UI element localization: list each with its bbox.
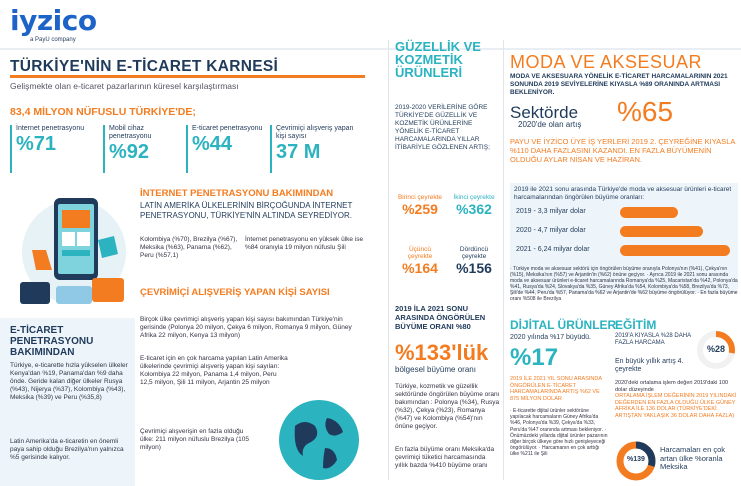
digital-title: DİJİTAL ÜRÜNLER — [510, 318, 617, 332]
beauty-big: %133'lük — [395, 340, 489, 365]
bar-label: 2021 - 6,24 milyar dolar — [516, 246, 590, 253]
quarters-grid — [395, 190, 500, 300]
iyzico-logo: iyzico — [10, 4, 97, 37]
beauty-p1: Türkiye, kozmetik ve güzellik sektöründe öngörülen büyüme oranı bakımından : Polonya (%34), Rusya (%32), Çekya (%23), Romanya (%47) ve Kolombiya (%54)'nın önüne geçiyor. — [395, 383, 500, 430]
globe-icon — [275, 396, 363, 484]
stat-mobile — [103, 125, 187, 173]
stat-internet — [10, 125, 94, 173]
shoppers-p3: Çevrimiçi alışverişin en fazla olduğu ülke: 211 milyon nüfuslu Brezilya (105 milyon) — [140, 428, 249, 451]
stat-value: %44 — [192, 133, 233, 155]
column-divider — [503, 40, 504, 480]
fashion-note: PAYU VE İYZİCO ÜYE İŞ YERLERİ 2019 2. ÇEYREĞİNE KIYASLA %110 DAHA FAZLASINI KAZANDI. EN FAZLA BÜYÜMENİN OLDUĞU AYLAR NİSAN VE HAZİRAN. — [510, 137, 735, 164]
quarter-value: %362 — [456, 201, 492, 217]
tagline: a PayU company — [30, 37, 76, 43]
population-heading: 83,4 MİLYON NÜFUSLU TÜRKİYE'DE; — [10, 106, 196, 118]
eticaret-p1: Türkiye, e-ticarette hızla yükselen ülkeler Kenya'dan %19, Panama'dan %9 daha önde. Geride kalan diğer ülkeler Rusya (%43), Nijerya (%37), Kolombiya (%43), Meksika (%39) ve Peru (%35,8) — [10, 362, 128, 401]
shoppers-p1: Birçok ülke çevrimiçi alışveriş yapan kişi sayısı bakımından Türkiye'nin gerisinde (Polonya 20 milyon, Çekya 6 milyon, Romanya 9 milyon, Güney Afrika 22 milyon, Kenya 13 milyon) — [140, 316, 352, 339]
bar-2019 — [620, 207, 678, 218]
shoppers-heading: ÇEVRİMİÇİ ALIŞVERİŞ YAPAN KİŞİ SAYISI — [140, 287, 330, 298]
education-badge: %28 — [706, 344, 725, 354]
quarter-label: Birinci çeyrekte — [397, 194, 443, 201]
internet-heading: İNTERNET PENETRASYONU BAKIMINDAN — [140, 188, 334, 199]
stat-ecommerce — [186, 125, 270, 173]
bar-label: 2020 - 4,7 milyar dolar — [516, 227, 586, 234]
page-title: TÜRKİYE'NİN E-TİCARET KARNESİ — [10, 58, 279, 75]
quarter-2 — [451, 194, 497, 236]
quarter-3 — [397, 246, 443, 288]
digital-orange: 2019 İLE 2021 YIL SONU ARASINDA ÖNGÖRÜLEN E-TİCARET HARCAMALARINDA ARTIŞ %62 VE 875 MİLYON DOLAR — [510, 376, 602, 402]
bar-2020 — [620, 226, 703, 237]
stat-value: 37 M — [276, 141, 321, 163]
stat-shoppers — [270, 125, 365, 173]
beauty-big-sub: bölgesel büyüme oranı — [395, 365, 476, 374]
fashion-lead: MODA VE AKSESUARA YÖNELİK E-TİCARET HARCAMALARININ 2021 SONUNDA 2019 SEVİYELERİNE KIYASLA %89 ORANINDA ARTMASI BEKLENİYOR. — [510, 73, 728, 96]
quarter-label: İkinci çeyrekte — [453, 194, 495, 201]
internet-left: Kolombiya (%70), Brezilya (%67), Meksika (%63), Panama (%62), Peru (%57,1) — [140, 236, 238, 259]
digital-p1: · E-ticarette dijital ürünler sektörüne yapılacak harcamaların Güney Afrika'da %46, Polonya'da %39, Çekya'da %33, Peru'da %47 oranında artması bekleniyor. · Önümüzdeki yıllarda dijital ürünler pazarının diğer birçok ülkeye göre hızlı genişleyeceği öngörülüyor. · Harcamanın en çok arttığı ülke %211 ile Şili — [510, 408, 608, 458]
shoppers-p2: E-ticaret için en çok harcama yapılan Latin Amerika ülkelerinde çevrimiçi alışveriş yapan kişi sayıları: Kolombiya 22 milyon, Panama 1,4 milyon, Peru 12,5 milyon, Şili 11 milyon, Arjantin 25 milyon — [140, 355, 288, 386]
fashion-title: MODA VE AKSESUAR — [510, 52, 703, 72]
quarter-4 — [451, 246, 497, 288]
eticaret-p2: Latin Amerika'da e-ticaretin en önemli paya sahip olduğu Brezilya'nın yalnızca %5 gerisinde kalıyor. — [10, 438, 124, 461]
top-divider — [0, 48, 741, 50]
bar-label: 2019 - 3,3 milyar dolar — [516, 208, 586, 215]
phone-shopping-illustration — [12, 190, 132, 315]
stat-label: E-ticaret penetrasyonu — [192, 125, 263, 132]
quarter-value: %259 — [402, 201, 438, 217]
education-foot: Harcamaları en çok artan ülke %oranla Meksika — [660, 445, 726, 471]
quarter-value: %156 — [456, 260, 492, 276]
column-divider — [388, 40, 389, 480]
education-circle-value: %139 — [627, 456, 645, 463]
fashion-big: %65 — [617, 96, 674, 127]
stat-label: Mobil cihaz penetrasyonu — [109, 125, 152, 140]
internet-lead: LATİN AMERİKA ÜLKELERİNİN BİRÇOĞUNDA İNTERNET PENETRASYONU, TÜRKİYE'NİN ALTINDA SEYREDİYOR. — [140, 201, 353, 220]
stat-value: %71 — [16, 133, 57, 155]
stat-label: İnternet penetrasyonu — [16, 125, 85, 132]
page-subtitle: Gelişmekte olan e-ticaret pazarlarının küresel karşılaştırması — [10, 81, 239, 91]
internet-right: İnternet penetrasyonu en yüksek ülke ise %84 oranıyla 19 milyon nüfuslu Şili — [245, 236, 364, 251]
education-sub: En büyük yıllık artış 4. çeyrekte — [615, 358, 684, 373]
fashion-footnote: · Türkiye moda ve aksesuar sektörü için öngörülen büyüme oranıyla Polonya'nın (%41), Çekya'nın (%15), Meksika'nın (%57) ve Arjantin'in (%62) önüne geçiyor. · Ayrıca 2019 ile 2021 sonu arasında moda ve aksesuar ürünleri e-ticaret harcamalarında Romanya'da %25, Macaristan'da %42, Polonya'da %41, Rusya'da %24, Slovakya'da %35, Güney Afrika'da %54, Kolombiya'da %58, Brezilya'da %73, Şili'de %44, Peru'da %57, Panama'da %62 ve Arjantin'de %62 büyüme öngörülüyor. · En fazla büyüme oranı %508 ile Brezilya — [510, 266, 738, 302]
beauty-lead: 2019-2020 VERİLERİNE GÖRE TÜRKİYE'DE GÜZELLİK VE KOZMETİK ÜRÜNLERİNE YÖNELİK E-TİCARET HARCAMALARINDA YILLAR İTİBARİYLE GÖZLENEN ARTIŞ; — [395, 104, 490, 151]
fashion-sektor: Sektörde — [510, 103, 579, 122]
quarter-value: %164 — [402, 260, 438, 276]
education-lead: 2019'A KIYASLA %28 DAHA FAZLA HARCAMA — [615, 333, 691, 346]
digital-lead: 2020 yılında %17 büyüdü. — [510, 334, 591, 341]
education-orange: ORTALAMA İŞLEM DEĞERİNİN 2019 YILINDAKİ DEĞERDEN EN FAZLA OLDUĞU ÜLKE GÜNEY AFRİKA İLE 136 DOLAR (TÜRKİYE'DEKİ ARTIŞTAN YAKLAŞIK 36 DOLAR DAHA FAZLA) — [615, 393, 737, 419]
quarter-label: Üçüncü çeyrekte — [407, 246, 433, 260]
digital-big: %17 — [510, 344, 559, 371]
beauty-p2: En fazla büyüme oranı Meksika'da çevrimiçi tüketici harcamasında yıllık bazda %410 büyüme oranı — [395, 446, 495, 469]
stat-value: %92 — [109, 141, 150, 163]
fashion-chart-caption: 2019 ile 2021 sonu arasında Türkiye'de moda ve aksesuar ürünleri e-ticaret harcamalarından öngörülen büyüme oranları: — [514, 186, 732, 201]
bar-2021 — [620, 245, 730, 256]
beauty-forecast: 2019 İLA 2021 SONU ARASINDA ÖNGÖRÜLEN BÜYÜME ORANI %80 — [395, 304, 486, 331]
title-underline — [10, 75, 365, 78]
eticaret-heading: E-TİCARET PENETRASYONU BAKIMINDAN — [10, 325, 94, 358]
quarter-1 — [397, 194, 443, 236]
education-p1: 2020'deki ortalama işlem değeri 2019'daki 100 dolar düzeyinde — [615, 380, 729, 393]
education-title: EĞİTİM — [615, 318, 657, 332]
fashion-sektor-sub: 2020'de olan artış — [518, 120, 582, 129]
stat-label: Çevrimiçi alışveriş yapan kişi sayısı — [276, 125, 354, 140]
quarter-label: Dördüncü çeyrekte — [459, 246, 489, 260]
beauty-title: GÜZELLİK VE KOZMETİK ÜRÜNLERİ — [395, 39, 481, 80]
